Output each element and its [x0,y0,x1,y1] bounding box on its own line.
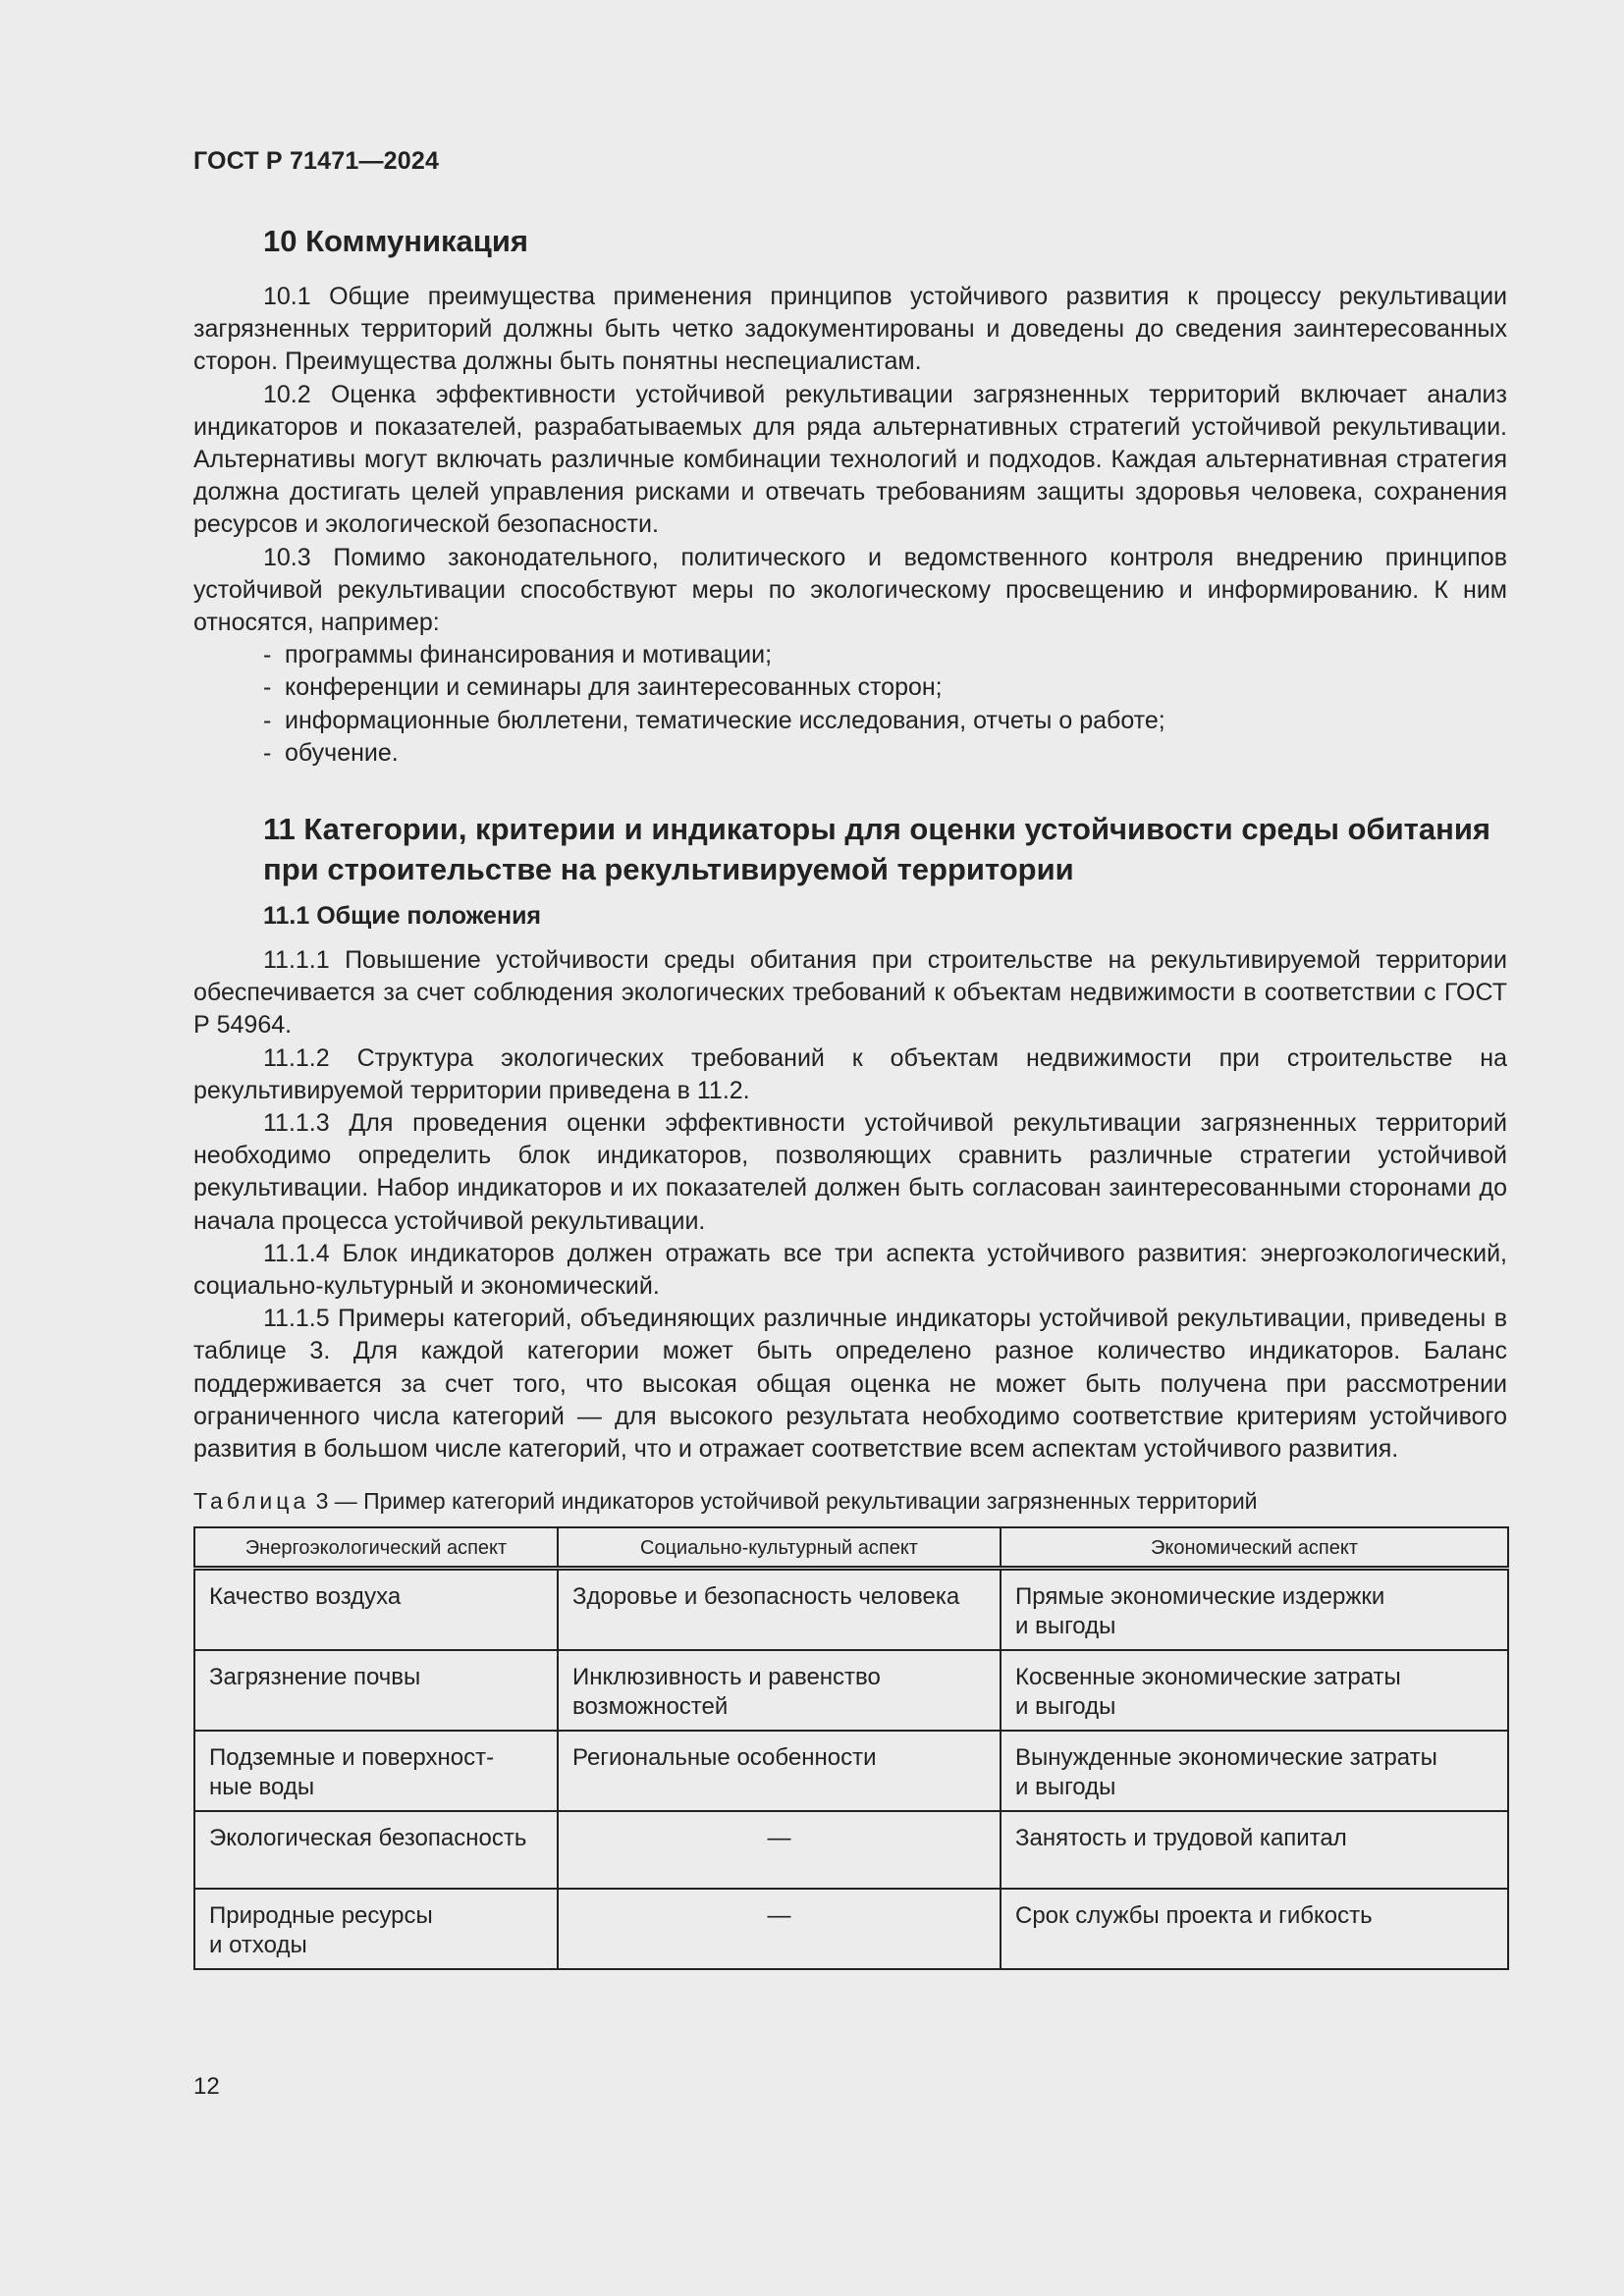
paragraph-10-1: 10.1 Общие преимущества применения принципов устойчивого развития к процессу рекультивации загрязненных территорий должны быть четко задокументированы и доведены до сведения заинтересованных сторон. Преимущества должны быть понятны неспециалистам. [193,283,1507,376]
list-item: - обучение. [263,737,1507,770]
column-header: Энергоэкологический аспект [194,1527,558,1569]
paragraph-10-3: 10.3 Помимо законодательного, политического и ведомственного контроля внедрению принципов устойчивой рекультивации способствуют меры по экологическому просвещению и информированию. К ним относятся, например: [193,543,1507,637]
table-row [194,1811,1508,1889]
table-cell: Качество воздуха [194,1569,558,1651]
table-cell: Срок службы проекта и гибкость [1001,1889,1508,1969]
table-header-row [194,1527,1508,1569]
table-cell: Инклюзивность и равенство возможностей [558,1650,1001,1731]
subsection-11-1-title: 11.1 Общие положения [263,902,542,931]
table-cell: Здоровье и безопасность человека [558,1569,1001,1651]
page-content [193,221,1507,1970]
table-cell: — [558,1889,1001,1969]
table-cell: Региональные особенности [558,1731,1001,1811]
table-row [194,1650,1508,1731]
column-header: Социально-культурный аспект [558,1527,1001,1569]
table-caption [193,1485,1507,1517]
paragraph-11-1-3: 11.1.3 Для проведения оценки эффективности устойчивой рекультивации загрязненных территорий необходимо определить блок индикаторов, позволяющих сравнить различные стратегии устойчивой рекультивации. Набор индикаторов и их показателей должен быть согласован заинтересованными сторонами до начала процесса устойчивой рекультивации. [193,1109,1507,1235]
table-cell: Подземные и поверхност- ные воды [194,1731,558,1811]
table-cell: Прямые экономические издержки и выгоды [1001,1569,1508,1651]
table-cell: Загрязнение почвы [194,1650,558,1731]
measures-list [193,639,1507,770]
list-item: - информационные бюллетени, тематические исследования, отчеты о работе; [263,705,1507,737]
paragraph-11-1-2: 11.1.2 Структура экологических требований к объектам недвижимости при строительстве на рекультивируемой территории приведена в 11.2. [193,1043,1507,1104]
table-cell: Вынужденные экономические затраты и выгоды [1001,1731,1508,1811]
list-item: - программы финансирования и мотивации; [263,639,1507,671]
table-caption-label: Таблица [193,1488,310,1515]
section-10-title: 10 Коммуникация [263,224,528,258]
table-row [194,1569,1508,1651]
table-cell: Занятость и трудовой капитал [1001,1811,1508,1889]
table-cell: — [558,1811,1001,1889]
paragraph-11-1-4: 11.1.4 Блок индикаторов должен отражать все три аспекта устойчивого развития: энергоэкологический, социально-культурный и экономический. [193,1239,1507,1301]
table-body [194,1569,1508,1970]
table-cell: Экологическая безопасность [194,1811,558,1889]
table-caption-text: 3 — Пример категорий индикаторов устойчивой рекультивации загрязненных территорий [309,1488,1258,1515]
document-id-header: ГОСТ Р 71471—2024 [193,147,440,175]
indicator-categories-table [193,1526,1509,1970]
table-cell: Природные ресурсы и отходы [194,1889,558,1969]
table-cell: Косвенные экономические затраты и выгоды [1001,1650,1508,1731]
paragraph-10-2: 10.2 Оценка эффективности устойчивой рекультивации загрязненных территорий включает анализ индикаторов и показателей, разрабатываемых для ряда альтернативных стратегий устойчивой рекультивации. Альтернативы могут включать различные комбинации технологий и подходов. Каждая альтернативная стратегия должна достигать целей управления рисками и отвечать требованиям защиты здоровья человека, сохранения ресурсов и экологической безопасности. [193,380,1507,539]
page-number: 12 [193,2073,220,2100]
section-11-title: 11 Категории, критерии и индикаторы для оценки устойчивости среды обитания при строительстве на рекультивируемой территории [263,812,1490,887]
paragraph-11-1-5: 11.1.5 Примеры категорий, объединяющих различные индикаторы устойчивой рекультивации, приведены в таблице 3. Для каждой категории может быть определено разное количество индикаторов. Баланс поддерживается за счет того, что высокая общая оценка не может быть получена при рассмотрении ограниченного числа категорий — для высокого результата необходимо соответствие критериям устойчивого развития в большом числе категорий, что и отражает соответствие всем аспектам устойчивого развития. [193,1305,1507,1464]
paragraph-11-1-1: 11.1.1 Повышение устойчивости среды обитания при строительстве на рекультивируемой территории обеспечивается за счет соблюдения экологических требований к объектам недвижимости в соответствии с ГОСТ Р 54964. [193,946,1507,1040]
list-item: - конференции и семинары для заинтересованных сторон; [263,671,1507,704]
column-header: Экономический аспект [1001,1527,1508,1569]
table-row [194,1889,1508,1969]
table-row [194,1731,1508,1811]
